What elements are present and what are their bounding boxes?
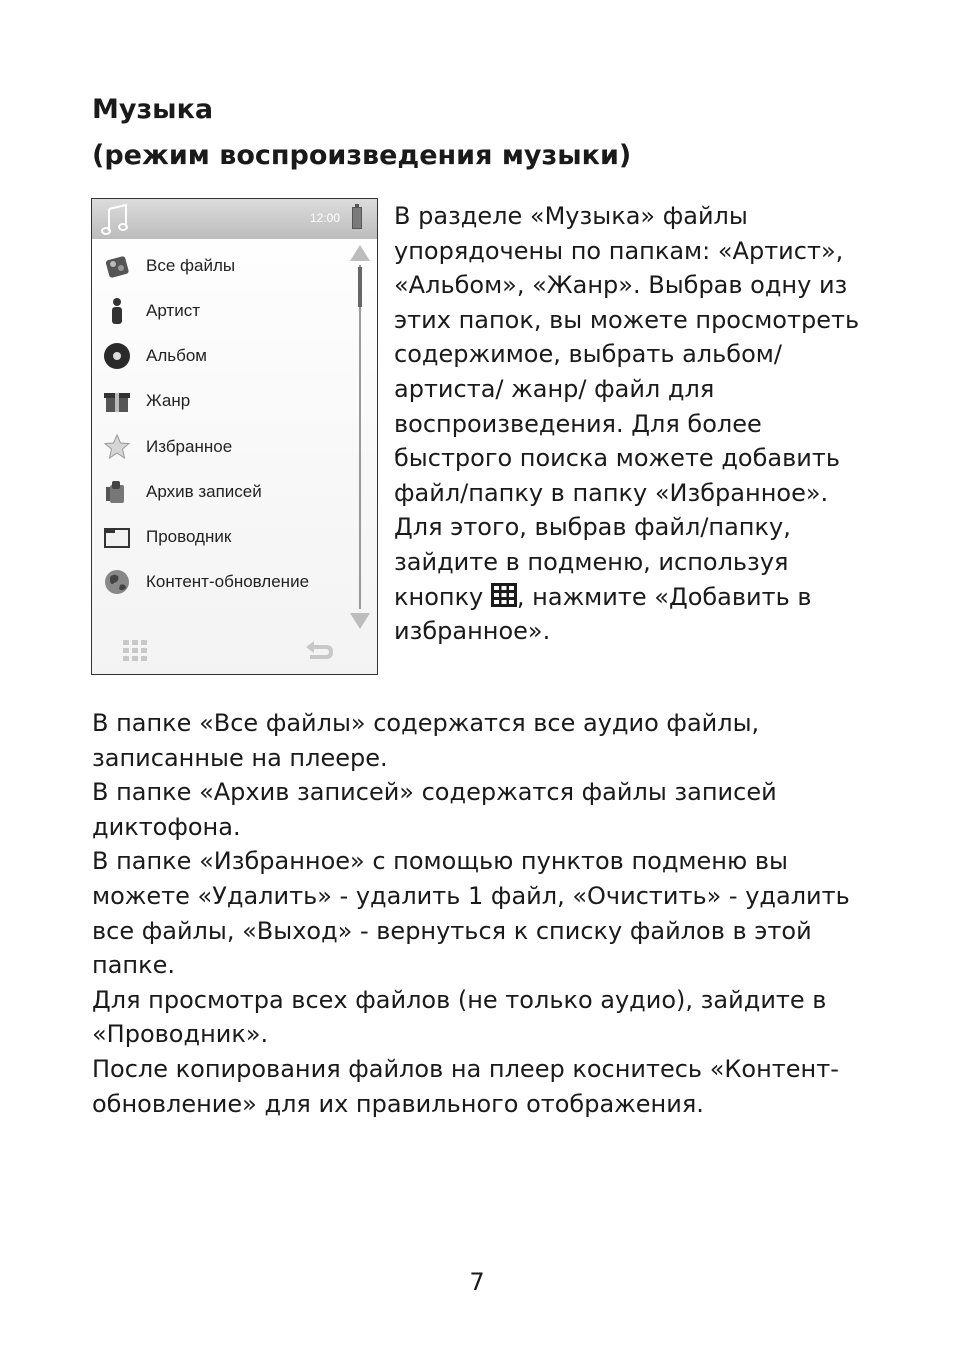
menu-item-label: Все файлы	[146, 256, 236, 275]
menu-item-album[interactable]	[100, 337, 340, 377]
back-icon[interactable]	[304, 639, 334, 663]
menu-item-favorites[interactable]	[100, 428, 340, 468]
music-note-icon	[100, 203, 130, 235]
records-archive-icon	[102, 477, 132, 507]
artist-icon	[102, 296, 132, 326]
description-text: , нажмите «Добавить в избранное».	[394, 582, 812, 646]
genre-icon	[102, 386, 132, 416]
menu-item-explorer[interactable]	[100, 518, 340, 558]
folder-icon	[102, 522, 132, 552]
clock-text: 12:00	[310, 211, 341, 225]
menu-item-label: Избранное	[146, 437, 233, 456]
scrollbar[interactable]	[348, 243, 372, 631]
scroll-thumb[interactable]	[358, 267, 362, 307]
music-section-description	[394, 199, 864, 649]
menu-item-content-update[interactable]	[100, 563, 340, 603]
menu-item-label: Жанр	[146, 391, 191, 410]
menu-grid-icon	[491, 583, 517, 607]
album-icon	[102, 341, 132, 371]
menu-item-records-archive[interactable]	[100, 473, 340, 513]
menu-item-label: Проводник	[146, 527, 232, 546]
all-files-icon	[102, 251, 132, 281]
paragraph: В папке «Все файлы» содержатся все аудио файлы, записанные на плеере.	[92, 709, 760, 772]
favorites-icon	[102, 432, 132, 462]
paragraph: После копирования файлов на плеер коснитесь «Контент-обновление» для их правильного отображения.	[92, 1054, 839, 1118]
paragraph: Для просмотра всех файлов (не только аудио), зайдите в «Проводник».	[92, 985, 827, 1049]
scroll-track	[359, 265, 361, 609]
paragraph: В папке «Архив записей» содержатся файлы записей диктофона.	[92, 778, 777, 841]
menu-item-label: Артист	[146, 301, 200, 320]
status-bar	[92, 199, 377, 239]
menu-item-artist[interactable]	[100, 292, 340, 332]
menu-grid-icon[interactable]	[122, 639, 148, 663]
scroll-down-icon[interactable]	[348, 611, 372, 631]
globe-icon	[102, 567, 132, 597]
menu-item-label: Контент-обновление	[146, 572, 310, 591]
scroll-up-icon[interactable]	[348, 243, 372, 263]
page-title: Музыка	[92, 94, 214, 125]
menu-item-label: Альбом	[146, 346, 207, 365]
menu-item-genre[interactable]	[100, 382, 340, 422]
menu-item-label: Архив записей	[146, 482, 262, 501]
page-number: 7	[469, 1268, 485, 1296]
paragraph: В папке «Избранное» с помощью пунктов подменю вы можете «Удалить» - удалить 1 файл, «Очистить» - удалить все файлы, «Выход» - вернуться к списку файлов в этой папке.	[92, 847, 850, 980]
page-subtitle: (режим воспроизведения музыки)	[92, 140, 632, 171]
menu-item-all-files[interactable]	[100, 247, 340, 287]
battery-icon	[352, 207, 362, 229]
body-text	[92, 706, 892, 1121]
description-text: В разделе «Музыка» файлы упорядочены по папкам: «Артист», «Альбом», «Жанр». Выбрав одну из этих папок, вы можете просмотреть содержимое, выбрать альбом/ артиста/ жанр/ файл для воспроизведения. Для более быстрого поиска можете добавить файл/папку в папку «Избранное». Для этого, выбрав файл/папку, зайдите в подменю, используя кнопку	[394, 202, 860, 611]
device-screenshot	[91, 198, 378, 675]
